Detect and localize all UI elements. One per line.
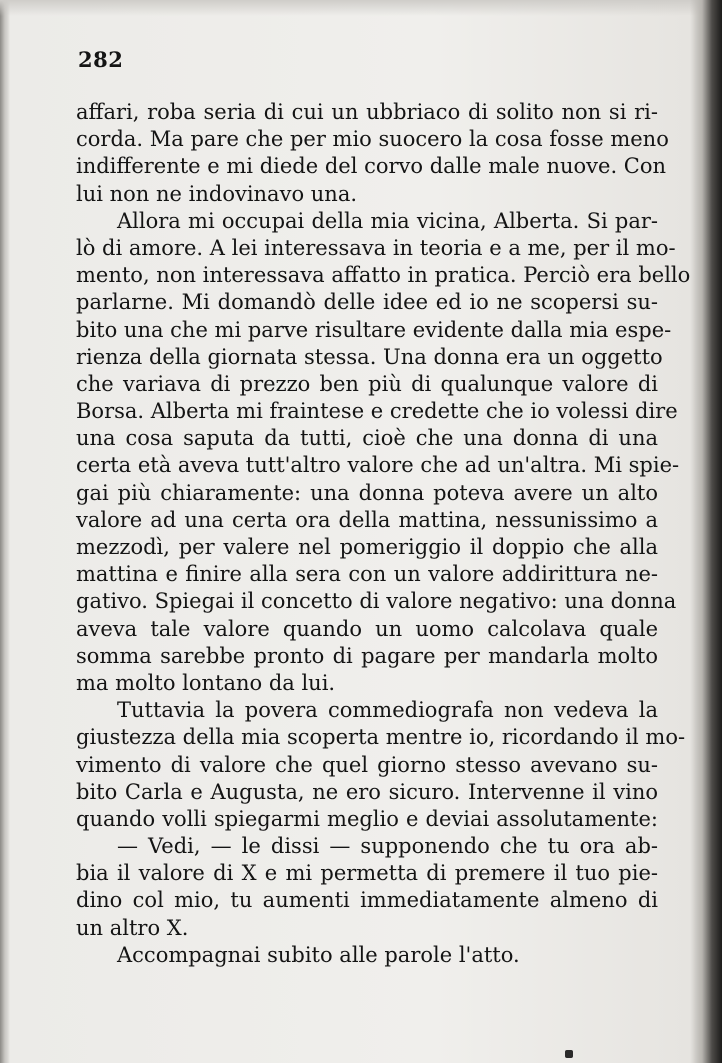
text-line: mezzodì, per valere nel pomeriggio il doppio che alla [76, 535, 658, 559]
page-binding-shadow [690, 0, 722, 1063]
text-line: gai più chiaramente: una donna poteva avere un alto [76, 480, 658, 505]
page-top-shadow [0, 0, 722, 16]
text-line: ma molto lontano da lui. [76, 670, 336, 695]
text-line: dino col mio, tu aumenti immediatamente almeno di [76, 888, 658, 913]
paragraph-3 [76, 697, 686, 833]
text-line: lò di amore. A lei interessava in teoria e a me, per il mo- [76, 235, 676, 260]
text-line: Accompagnai subito alle parole l'atto. [117, 942, 520, 967]
text-line: certa età aveva tutt'altro valore che ad un'altra. Mi spie- [76, 453, 680, 478]
text-line: rienza della giornata stessa. Una donna era un oggetto [76, 344, 663, 369]
text-line: che variava di prezzo ben più di qualunque valore di [76, 371, 658, 396]
text-line: somma sarebbe pronto di pagare per mandarla molto [76, 643, 658, 668]
print-speck [565, 1050, 573, 1058]
text-line: Allora mi occupai della mia vicina, Alberta. Si par- [117, 208, 658, 233]
paragraph-1 [76, 99, 669, 208]
text-line: bito una che mi parve risultare evidente dalla mia espe- [76, 317, 672, 342]
text-line: corda. Ma pare che per mio suocero la cosa fosse meno [76, 127, 669, 152]
text-line: — Vedi, — le dissi — supponendo che tu ora ab- [117, 834, 658, 859]
text-line: Tuttavia la povera commediografa non vedeva la [117, 698, 658, 723]
text-line: vimento di valore che quel giorno stesso avevano su- [76, 752, 658, 777]
text-line: parlarne. Mi domandò delle idee ed io ne scopersi su- [76, 290, 658, 315]
text-line: bito Carla e Augusta, ne ero sicuro. Intervenne il vino [76, 779, 658, 804]
paragraph-4 [76, 833, 658, 942]
page-left-edge-shadow [0, 0, 10, 1063]
text-line: aveva tale valore quando un uomo calcolava quale [76, 616, 658, 641]
text-line: una cosa saputa da tutti, cioè che una donna di una [76, 426, 658, 451]
text-line: lui non ne indovinavo una. [76, 181, 358, 206]
paragraph-5 [76, 942, 658, 969]
paragraph-2 [76, 208, 691, 697]
text-line: gativo. Spiegai il concetto di valore negativo: una donna [76, 589, 677, 614]
page-number: 282 [78, 47, 124, 72]
text-line: bia il valore di X e mi permetta di premere il tuo pie- [76, 861, 658, 886]
text-line: un altro X. [76, 915, 189, 940]
text-line: valore ad una certa ora della mattina, nessunissimo a [76, 507, 658, 532]
text-line: quando volli spiegarmi meglio e deviai assolutamente: [76, 806, 658, 831]
body-text [76, 99, 691, 969]
text-line: mattina e finire alla sera con un valore addirittura ne- [76, 562, 658, 587]
text-line: affari, roba seria di cui un ubbriaco di solito non si ri- [76, 100, 658, 124]
text-line: indifferente e mi diede del corvo dalle male nuove. Con [76, 154, 667, 179]
text-line: Borsa. Alberta mi fraintese e credette che io volessi dire [76, 399, 678, 424]
text-line: giustezza della mia scoperta mentre io, ricordando il mo- [76, 725, 686, 750]
text-line: mento, non interessava affatto in pratica. Perciò era bello [76, 263, 691, 288]
